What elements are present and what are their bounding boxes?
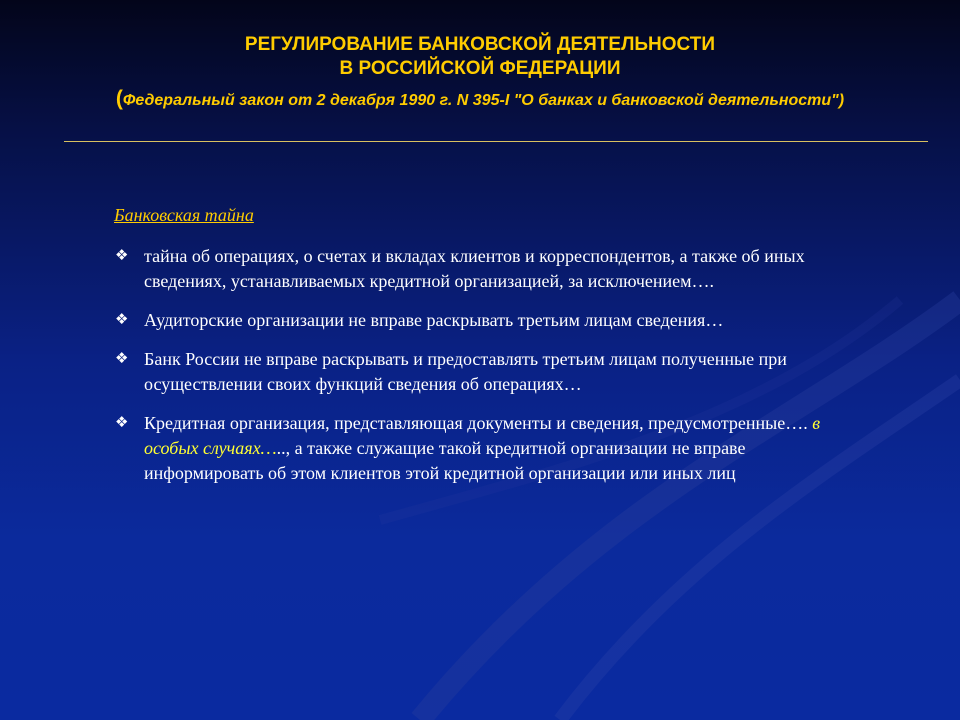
bullet-item [113, 244, 843, 294]
bullet-item [113, 347, 843, 397]
diamond-bullet-icon: ❖ [115, 349, 129, 367]
subtitle-text: Федеральный закон от 2 декабря 1990 г. N 395-I "О банках и банковской деятельности") [122, 92, 845, 109]
bullet-text: Аудиторские организации не вправе раскрывать третьим лицам сведения… [144, 310, 724, 330]
subtitle-open-paren: ( [115, 87, 123, 110]
bullet-item [113, 308, 843, 333]
bullet-text-before: Кредитная организация, представляющая документы и сведения, предусмотренные…. [144, 413, 808, 433]
diamond-bullet-icon: ❖ [115, 310, 129, 328]
diamond-bullet-icon: ❖ [115, 246, 129, 264]
bullet-text: тайна об операциях, о счетах и вкладах клиентов и корреспондентов, а также об иных сведениях, устанавливаемых кредитной организацией, за исключением…. [144, 246, 805, 291]
bullet-text-after: .., а также служащие такой кредитной организации не вправе информировать об этом клиентов этой кредитной организации или иных лиц [144, 438, 746, 483]
bullet-highlight: в особых случаях… [144, 413, 821, 458]
bullet-list [113, 244, 843, 500]
diamond-bullet-icon: ❖ [115, 413, 129, 431]
section-heading: Банковская тайна [114, 205, 254, 225]
bullet-text: Банк России не вправе раскрывать и предоставлять третьим лицам полученные при осуществлении своих функций сведения об операциях… [144, 349, 787, 394]
title-line-2: В РОССИЙСКОЙ ФЕДЕРАЦИИ [339, 58, 621, 79]
slide-title [60, 33, 900, 81]
slide-subtitle [80, 88, 880, 112]
bullet-item [113, 411, 843, 486]
title-divider [64, 141, 928, 142]
title-line-1: РЕГУЛИРОВАНИЕ БАНКОВСКОЙ ДЕЯТЕЛЬНОСТИ [244, 34, 716, 55]
